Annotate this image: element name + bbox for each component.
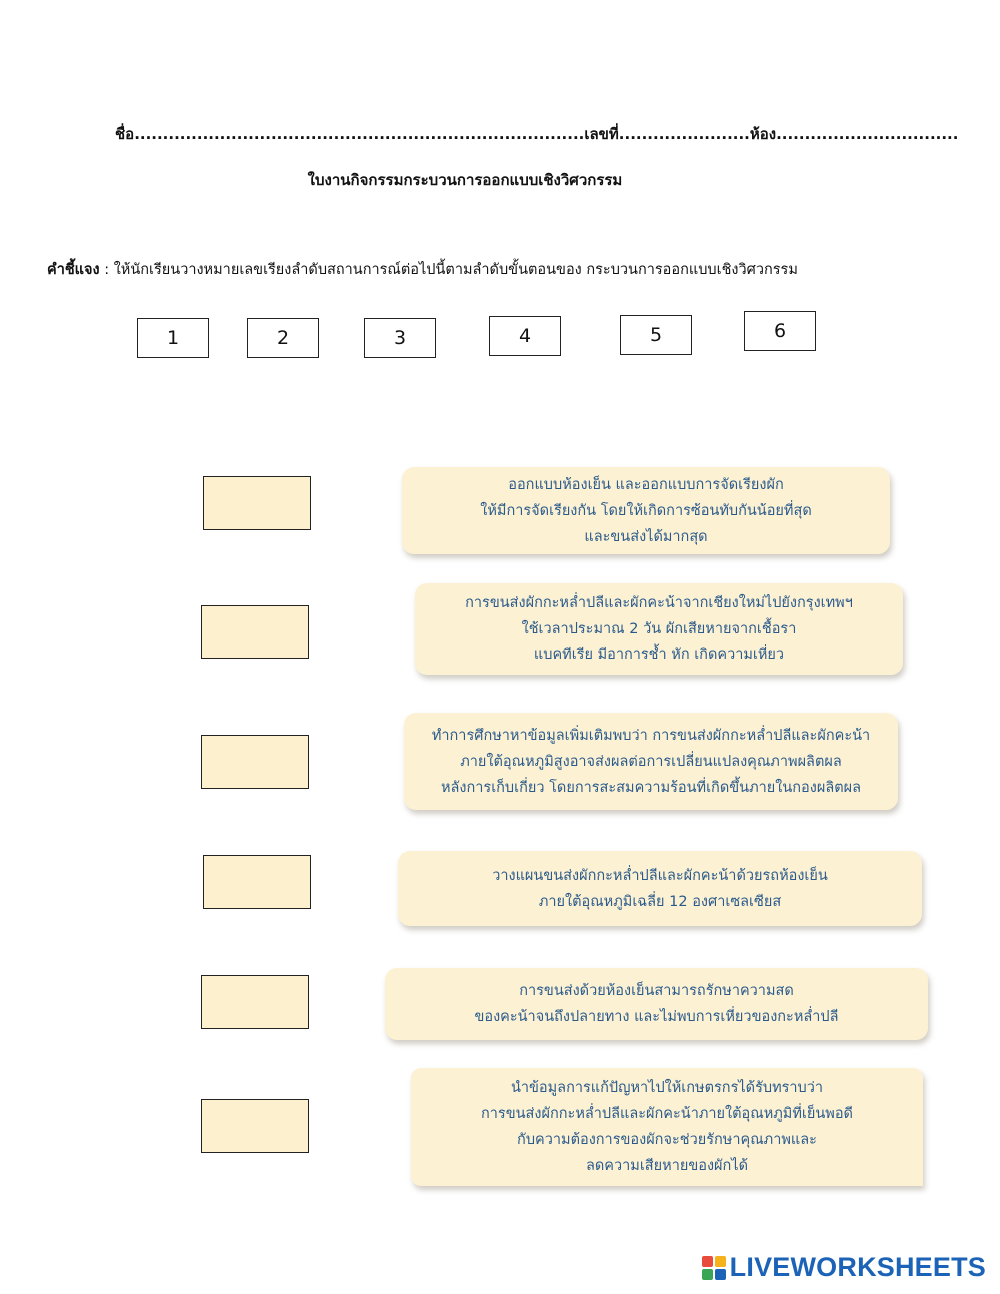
answer-drop-box-5[interactable] <box>201 975 309 1029</box>
scenario-card-4 <box>398 851 922 926</box>
scenario-card-5 <box>385 968 928 1040</box>
card-line: ลดความเสียหายของผักได้ <box>585 1158 749 1174</box>
card-line: หลังการเก็บเกี่ยว โดยการสะสมความร้อนที่เกิดขึ้นภายในกองผลิตผล <box>440 779 862 796</box>
instructions-label: คำชี้แจง <box>47 262 100 278</box>
card-line: นำข้อมูลการแก้ปัญหาไปให้เกษตรกรได้รับทราบว่า <box>510 1080 824 1096</box>
card-line: กับความต้องการของผักจะช่วยรักษาคุณภาพและ <box>517 1132 817 1148</box>
card-line: ของคะน้าจนถึงปลายทาง และไม่พบการเหี่ยวของกะหล่ำปลี <box>474 1009 839 1025</box>
brand-name: LIVEWORKSHEETS <box>729 1252 986 1282</box>
scenario-card-3 <box>404 713 898 810</box>
number-tile-5[interactable]: 5 <box>620 315 692 355</box>
answer-drop-box-1[interactable] <box>203 476 311 530</box>
answer-drop-box-6[interactable] <box>201 1099 309 1153</box>
scenario-card-1 <box>402 467 890 554</box>
instructions <box>47 258 977 281</box>
card-line: การขนส่งผักกะหล่ำปลีและผักคะน้าภายใต้อุณหภูมิที่เย็นพอดี <box>481 1106 853 1122</box>
card-line: ภายใต้อุณหภูมิสูงอาจส่งผลต่อการเปลี่ยนแปลงคุณภาพผลิตผล <box>460 753 842 770</box>
card-line: แบคทีเรีย มีอาการช้ำ หัก เกิดความเหี่ยว <box>533 647 785 663</box>
card-line: ให้มีการจัดเรียงกัน โดยให้เกิดการซ้อนทับกันน้อยที่สุด <box>480 502 812 519</box>
card-line: และขนส่งได้มากสุด <box>584 528 708 545</box>
card-line: การขนส่งผักกะหล่ำปลีและผักคะน้าจากเชียงใหม่ไปยังกรุงเทพฯ <box>465 595 853 611</box>
number-tile-4[interactable]: 4 <box>489 316 561 356</box>
number-tile-3[interactable]: 3 <box>364 318 436 358</box>
answer-drop-box-2[interactable] <box>201 605 309 659</box>
liveworksheets-logo-icon <box>702 1256 726 1280</box>
card-line: ทำการศึกษาหาข้อมูลเพิ่มเติมพบว่า การขนส่งผักกะหล่ำปลีและผักคะน้า <box>431 727 871 744</box>
liveworksheets-logo <box>702 1252 986 1283</box>
instructions-text: : ให้นักเรียนวางหมายเลขเรียงลำดับสถานการณ์ต่อไปนี้ตามลำดับขั้นตอนของ กระบวนการออกแบบเชิงวิศวกรรม <box>99 262 798 278</box>
number-tile-6[interactable]: 6 <box>744 311 816 351</box>
answer-drop-box-3[interactable] <box>201 735 309 789</box>
number-tile-1[interactable]: 1 <box>137 318 209 358</box>
scenario-card-2 <box>415 583 903 675</box>
card-line: ภายใต้อุณหภูมิเฉลี่ย 12 องศาเซลเซียส <box>538 893 782 910</box>
card-line: วางแผนขนส่งผักกะหล่ำปลีและผักคะน้าด้วยรถห้องเย็น <box>492 867 828 884</box>
name-number-room-line: ชื่อ...............................................................................เลขที่.......................ห้อง................................ <box>115 125 959 143</box>
answer-drop-box-4[interactable] <box>203 855 311 909</box>
card-line: ใช้เวลาประมาณ 2 วัน ผักเสียหายจากเชื้อรา <box>521 621 797 637</box>
scenario-card-6 <box>411 1068 923 1186</box>
card-line: ออกแบบห้องเย็น และออกแบบการจัดเรียงผัก <box>508 476 784 493</box>
page-title: ใบงานกิจกรรมกระบวนการออกแบบเชิงวิศวกรรม <box>307 171 623 189</box>
card-line: การขนส่งด้วยห้องเย็นสามารถรักษาความสด <box>519 983 794 999</box>
number-tile-2[interactable]: 2 <box>247 318 319 358</box>
